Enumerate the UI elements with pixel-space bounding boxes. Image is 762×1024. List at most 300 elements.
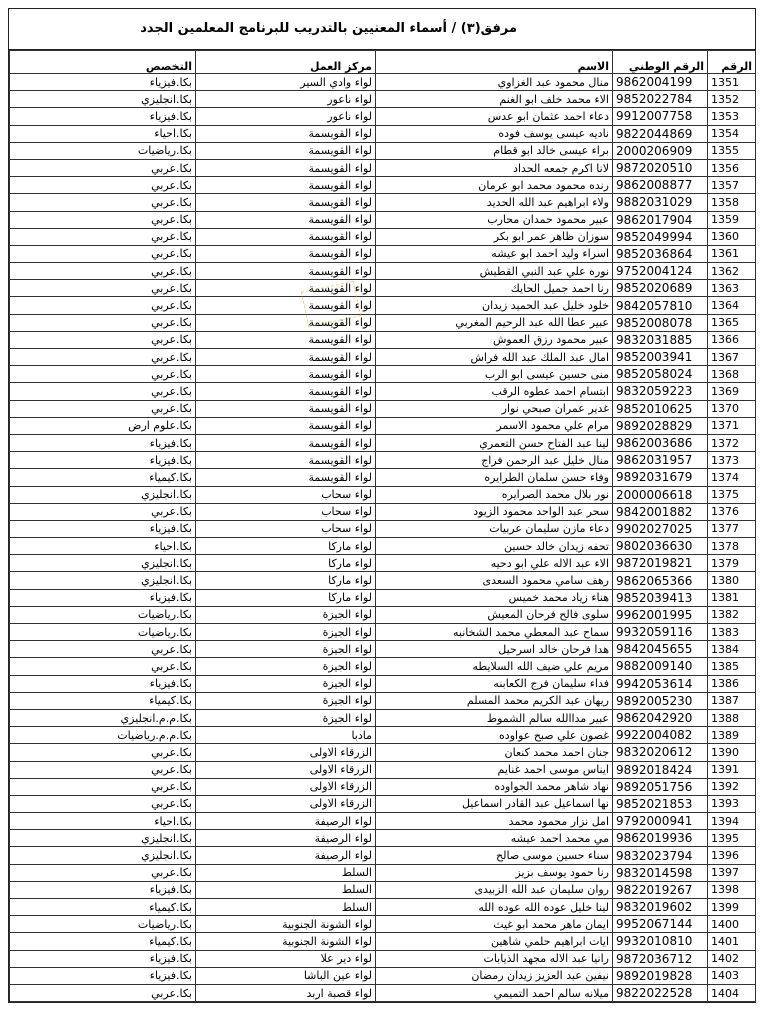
center-cell: لواء سحاب	[196, 520, 376, 537]
center-cell: لواء القويسمة	[196, 331, 376, 348]
specialty-cell: بكا.فيزياء	[10, 675, 196, 692]
name-cell: عبير عطا الله عبد الرحيم المغربي	[376, 314, 613, 331]
table-row	[10, 624, 756, 641]
title-box	[9, 9, 755, 50]
serial-cell: 1389	[708, 727, 756, 744]
national-id-cell: 9832014598	[613, 864, 708, 881]
serial-cell: 1383	[708, 624, 756, 641]
serial-cell: 1361	[708, 245, 756, 262]
specialty-cell: بكا.عربي	[10, 314, 196, 331]
center-cell: لواء القويسمة	[196, 177, 376, 194]
name-cell: منال محمود عبد الغزاوي	[376, 74, 613, 91]
table-row	[10, 967, 756, 984]
name-cell: رنا حمود يوسف بزيز	[376, 864, 613, 881]
name-cell: ناديه عيسى يوسف فوده	[376, 125, 613, 142]
header-specialty: التخصص	[10, 51, 196, 74]
specialty-cell: بكا.عربي	[10, 194, 196, 211]
specialty-cell: بكا.احياء	[10, 813, 196, 830]
table-row	[10, 91, 756, 108]
center-cell: لواء الجيزة	[196, 624, 376, 641]
name-cell: الاء محمد خلف ابو الغنم	[376, 91, 613, 108]
center-cell: لواء ماركا	[196, 538, 376, 555]
name-cell: لانا اكرم جمعه الحداد	[376, 159, 613, 176]
table-row	[10, 108, 756, 125]
center-cell: لواء القويسمة	[196, 228, 376, 245]
page-title: مرفق(٣) / أسماء المعنيين بالتدريب للبرنامج المعلمين الجدد	[140, 21, 517, 36]
center-cell: لواء سحاب	[196, 503, 376, 520]
serial-cell: 1353	[708, 108, 756, 125]
specialty-cell: بكا.عربي	[10, 744, 196, 761]
header-national-id: الرقم الوطني	[613, 51, 708, 74]
table-row	[10, 331, 756, 348]
center-cell: لواء ناعور	[196, 108, 376, 125]
serial-cell: 1400	[708, 916, 756, 933]
national-id-cell: 9852003941	[613, 349, 708, 366]
table-row	[10, 847, 756, 864]
national-id-cell: 9932059116	[613, 624, 708, 641]
center-cell: لواء قصبة اربد	[196, 984, 376, 1001]
specialty-cell: بكا.انجليزي	[10, 91, 196, 108]
center-cell: لواء الرصيفة	[196, 830, 376, 847]
specialty-cell: بكا.عربي	[10, 280, 196, 297]
serial-cell: 1397	[708, 864, 756, 881]
name-cell: مرام علي محمود الاسمر	[376, 417, 613, 434]
name-cell: سلوى فالح فرحان المعيش	[376, 606, 613, 623]
specialty-cell: بكا.كيمياء	[10, 692, 196, 709]
serial-cell: 1404	[708, 984, 756, 1001]
national-id-cell: 9832031885	[613, 331, 708, 348]
national-id-cell: 9882031029	[613, 194, 708, 211]
name-cell: دعاء احمد عثمان ابو عدس	[376, 108, 613, 125]
table-row	[10, 778, 756, 795]
center-cell: لواء القويسمة	[196, 280, 376, 297]
center-cell: لواء القويسمة	[196, 469, 376, 486]
specialty-cell: بكا.كيمياء	[10, 469, 196, 486]
name-cell: مي محمد احمد عيشه	[376, 830, 613, 847]
table-row	[10, 984, 756, 1001]
name-cell: فداء سليمان فرج الكعابنه	[376, 675, 613, 692]
serial-cell: 1352	[708, 91, 756, 108]
serial-cell: 1357	[708, 177, 756, 194]
specialty-cell: بكا.م.م.انجليزي	[10, 709, 196, 726]
specialty-cell: بكا.عربي	[10, 177, 196, 194]
center-cell: لواء القويسمة	[196, 314, 376, 331]
serial-cell: 1398	[708, 881, 756, 898]
serial-cell: 1372	[708, 434, 756, 451]
national-id-cell: 9862008877	[613, 177, 708, 194]
national-id-cell: 9872036712	[613, 950, 708, 967]
serial-cell: 1392	[708, 778, 756, 795]
specialty-cell: بكا.عربي	[10, 159, 196, 176]
center-cell: السلط	[196, 881, 376, 898]
national-id-cell: 9952067144	[613, 916, 708, 933]
center-cell: لواء القويسمة	[196, 366, 376, 383]
name-cell: مريم علي ضيف الله السلايطه	[376, 658, 613, 675]
national-id-cell: 9892005230	[613, 692, 708, 709]
center-cell: لواء القويسمة	[196, 297, 376, 314]
serial-cell: 1373	[708, 452, 756, 469]
table-row	[10, 830, 756, 847]
specialty-cell: بكا.عربي	[10, 761, 196, 778]
national-id-cell: 9822022528	[613, 984, 708, 1001]
national-id-cell: 9852008078	[613, 314, 708, 331]
table-row	[10, 641, 756, 658]
table-row	[10, 74, 756, 91]
national-id-cell: 9852021853	[613, 795, 708, 812]
name-cell: سماح عبد المعطي محمد الشخانبه	[376, 624, 613, 641]
table-row	[10, 366, 756, 383]
serial-cell: 1369	[708, 383, 756, 400]
national-id-cell: 9822019267	[613, 881, 708, 898]
national-id-cell: 9862065366	[613, 572, 708, 589]
serial-cell: 1391	[708, 761, 756, 778]
serial-cell: 1371	[708, 417, 756, 434]
table-row	[10, 228, 756, 245]
national-id-cell: 9852010625	[613, 400, 708, 417]
serial-cell: 1354	[708, 125, 756, 142]
center-cell: لواء الجيزة	[196, 692, 376, 709]
specialty-cell: بكا.عربي	[10, 864, 196, 881]
center-cell: لواء الجيزة	[196, 675, 376, 692]
serial-cell: 1384	[708, 641, 756, 658]
specialty-cell: بكا.عربي	[10, 503, 196, 520]
national-id-cell: 9892019828	[613, 967, 708, 984]
serial-cell: 1364	[708, 297, 756, 314]
table-row	[10, 349, 756, 366]
center-cell: لواء الجيزة	[196, 606, 376, 623]
specialty-cell: بكا.عربي	[10, 658, 196, 675]
table-row	[10, 211, 756, 228]
national-id-cell: 9862019936	[613, 830, 708, 847]
table-row	[10, 297, 756, 314]
name-cell: غدير عمران صبحي نوار	[376, 400, 613, 417]
national-id-cell: 9892031679	[613, 469, 708, 486]
serial-cell: 1379	[708, 555, 756, 572]
national-id-cell: 9842001882	[613, 503, 708, 520]
center-cell: لواء الجيزة	[196, 641, 376, 658]
center-cell: لواء ناعور	[196, 91, 376, 108]
center-cell: لواء الرصيفة	[196, 847, 376, 864]
table-row	[10, 572, 756, 589]
serial-cell: 1363	[708, 280, 756, 297]
name-cell: ايات ابراهيم حلمي شاهين	[376, 933, 613, 950]
table-row	[10, 520, 756, 537]
name-cell: منال خليل عبد الرحمن فراج	[376, 452, 613, 469]
name-cell: الاء عبد الاله علي ابو دحيه	[376, 555, 613, 572]
national-id-cell: 2000006618	[613, 486, 708, 503]
table-row	[10, 263, 756, 280]
national-id-cell: 9862031957	[613, 452, 708, 469]
specialty-cell: بكا.عربي	[10, 383, 196, 400]
serial-cell: 1388	[708, 709, 756, 726]
table-row	[10, 400, 756, 417]
header-name: الاسم	[376, 51, 613, 74]
center-cell: لواء الجيزة	[196, 658, 376, 675]
center-cell: لواء ماركا	[196, 555, 376, 572]
center-cell: لواء الجيزة	[196, 709, 376, 726]
name-cell: نوره علي عبد النبي القطيش	[376, 263, 613, 280]
specialty-cell: بكا.عربي	[10, 366, 196, 383]
serial-cell: 1402	[708, 950, 756, 967]
center-cell: السلط	[196, 864, 376, 881]
table-row	[10, 555, 756, 572]
serial-cell: 1377	[708, 520, 756, 537]
table-row	[10, 434, 756, 451]
serial-cell: 1387	[708, 692, 756, 709]
center-cell: لواء القويسمة	[196, 142, 376, 159]
center-cell: لواء عين الباشا	[196, 967, 376, 984]
table-row	[10, 727, 756, 744]
table-row	[10, 469, 756, 486]
name-cell: رانيا عبد الاله مجهد الذيابات	[376, 950, 613, 967]
center-cell: الزرقاء الاولى	[196, 744, 376, 761]
center-cell: لواء ماركا	[196, 589, 376, 606]
national-id-cell: 9832019602	[613, 899, 708, 916]
table-row	[10, 916, 756, 933]
center-cell: لواء القويسمة	[196, 349, 376, 366]
specialty-cell: بكا.فيزياء	[10, 452, 196, 469]
table-row	[10, 314, 756, 331]
name-cell: وفاء حسن سلمان الطرايره	[376, 469, 613, 486]
table-row	[10, 606, 756, 623]
national-id-cell: 9852039413	[613, 589, 708, 606]
table-row	[10, 658, 756, 675]
national-id-cell: 2000206909	[613, 142, 708, 159]
table-row	[10, 452, 756, 469]
table-row	[10, 159, 756, 176]
name-cell: عبير محمود حمدان محارب	[376, 211, 613, 228]
table-row	[10, 125, 756, 142]
name-cell: ايمان ماهر محمد ابو غيث	[376, 916, 613, 933]
name-cell: رنده محمود محمد ابو عرمان	[376, 177, 613, 194]
serial-cell: 1359	[708, 211, 756, 228]
national-id-cell: 9872019821	[613, 555, 708, 572]
specialty-cell: بكا.فيزياء	[10, 434, 196, 451]
national-id-cell: 9962001995	[613, 606, 708, 623]
national-id-cell: 9842045655	[613, 641, 708, 658]
specialty-cell: بكا.فيزياء	[10, 520, 196, 537]
name-cell: امال عبد الملك عبد الله فراش	[376, 349, 613, 366]
specialty-cell: بكا.فيزياء	[10, 967, 196, 984]
specialty-cell: بكا.احياء	[10, 538, 196, 555]
name-cell: سحر عبد الواحد محمود الزيود	[376, 503, 613, 520]
specialty-cell: بكا.رياضيات	[10, 916, 196, 933]
name-cell: ميلانه سالم احمد التميمي	[376, 984, 613, 1001]
serial-cell: 1368	[708, 366, 756, 383]
national-id-cell: 9922004082	[613, 727, 708, 744]
center-cell: لواء القويسمة	[196, 263, 376, 280]
header-serial: الرقم	[708, 51, 756, 74]
serial-cell: 1376	[708, 503, 756, 520]
serial-cell: 1356	[708, 159, 756, 176]
table-row	[10, 933, 756, 950]
header-center: مركز العمل	[196, 51, 376, 74]
specialty-cell: بكا.رياضيات	[10, 606, 196, 623]
table-row	[10, 761, 756, 778]
table-row	[10, 538, 756, 555]
specialty-cell: بكا.عربي	[10, 297, 196, 314]
table-row	[10, 589, 756, 606]
national-id-cell: 9862017904	[613, 211, 708, 228]
center-cell: لواء ماركا	[196, 572, 376, 589]
national-id-cell: 9902027025	[613, 520, 708, 537]
specialty-cell: بكا.انجليزي	[10, 572, 196, 589]
specialty-cell: بكا.عربي	[10, 641, 196, 658]
name-cell: رنا احمد جميل الحايك	[376, 280, 613, 297]
table-row	[10, 245, 756, 262]
center-cell: لواء القويسمة	[196, 159, 376, 176]
name-cell: براء عيسى خالد ابو قطام	[376, 142, 613, 159]
specialty-cell: بكا.عربي	[10, 228, 196, 245]
national-id-cell: 9852036864	[613, 245, 708, 262]
name-cell: امل نزار محمود محمد	[376, 813, 613, 830]
center-cell: لواء الرصيفة	[196, 813, 376, 830]
name-cell: نور بلال محمد الصرايره	[376, 486, 613, 503]
serial-cell: 1355	[708, 142, 756, 159]
center-cell: لواء القويسمة	[196, 400, 376, 417]
center-cell: السلط	[196, 899, 376, 916]
specialty-cell: بكا.فيزياء	[10, 950, 196, 967]
center-cell: لواء الشونة الجنوبية	[196, 933, 376, 950]
name-cell: ولاء ابراهيم عبد الله الحديد	[376, 194, 613, 211]
center-cell: لواء القويسمة	[196, 383, 376, 400]
serial-cell: 1382	[708, 606, 756, 623]
specialty-cell: بكا.عربي	[10, 349, 196, 366]
teachers-table	[9, 50, 756, 1002]
center-cell: لواء القويسمة	[196, 417, 376, 434]
national-id-cell: 9752004124	[613, 263, 708, 280]
center-cell: لواء القويسمة	[196, 434, 376, 451]
serial-cell: 1374	[708, 469, 756, 486]
specialty-cell: بكا.عربي	[10, 400, 196, 417]
specialty-cell: بكا.عربي	[10, 331, 196, 348]
specialty-cell: بكا.فيزياء	[10, 74, 196, 91]
specialty-cell: بكا.علوم ارض	[10, 417, 196, 434]
table-row	[10, 142, 756, 159]
specialty-cell: بكا.عربي	[10, 778, 196, 795]
serial-cell: 1381	[708, 589, 756, 606]
serial-cell: 1403	[708, 967, 756, 984]
serial-cell: 1360	[708, 228, 756, 245]
name-cell: جنان احمد محمد كنعان	[376, 744, 613, 761]
table-row	[10, 383, 756, 400]
name-cell: نيفين عبد العزيز زيدان رمضان	[376, 967, 613, 984]
serial-cell: 1396	[708, 847, 756, 864]
name-cell: اسراء وليد احمد ابو عيشه	[376, 245, 613, 262]
specialty-cell: بكا.فيزياء	[10, 108, 196, 125]
table-row	[10, 194, 756, 211]
specialty-cell: بكا.عربي	[10, 263, 196, 280]
specialty-cell: بكا.احياء	[10, 125, 196, 142]
national-id-cell: 9852022784	[613, 91, 708, 108]
specialty-cell: بكا.انجليزي	[10, 847, 196, 864]
specialty-cell: بكا.عربي	[10, 984, 196, 1001]
name-cell: رهف سامي محمود السعدى	[376, 572, 613, 589]
national-id-cell: 9862042920	[613, 709, 708, 726]
specialty-cell: بكا.كيمياء	[10, 933, 196, 950]
national-id-cell: 9872020510	[613, 159, 708, 176]
specialty-cell: بكا.انجليزي	[10, 555, 196, 572]
name-cell: هناء زياد محمد خميس	[376, 589, 613, 606]
national-id-cell: 9792000941	[613, 813, 708, 830]
header-row	[10, 51, 756, 74]
table-row	[10, 692, 756, 709]
specialty-cell: بكا.انجليزي	[10, 486, 196, 503]
serial-cell: 1378	[708, 538, 756, 555]
table-row	[10, 280, 756, 297]
table-row	[10, 795, 756, 812]
national-id-cell: 9942053614	[613, 675, 708, 692]
serial-cell: 1362	[708, 263, 756, 280]
table-row	[10, 899, 756, 916]
national-id-cell: 9832023794	[613, 847, 708, 864]
name-cell: سناء حسين موسى صالح	[376, 847, 613, 864]
specialty-cell: بكا.انجليزي	[10, 830, 196, 847]
national-id-cell: 9892018424	[613, 761, 708, 778]
name-cell: لينا عبد الفتاح حسن التعمري	[376, 434, 613, 451]
table-row	[10, 881, 756, 898]
serial-cell: 1380	[708, 572, 756, 589]
name-cell: نهاد شاهر محمد الجواوده	[376, 778, 613, 795]
name-cell: دعاء مازن سليمان عربيات	[376, 520, 613, 537]
center-cell: لواء القويسمة	[196, 452, 376, 469]
name-cell: ريهان عبد الكريم محمد المسلم	[376, 692, 613, 709]
serial-cell: 1386	[708, 675, 756, 692]
center-cell: لواء سحاب	[196, 486, 376, 503]
table-row	[10, 950, 756, 967]
table-row	[10, 503, 756, 520]
name-cell: عبير مداالله سالم الشموط	[376, 709, 613, 726]
serial-cell: 1375	[708, 486, 756, 503]
specialty-cell: بكا.فيزياء	[10, 589, 196, 606]
name-cell: منى حسين عيسى ابو الرب	[376, 366, 613, 383]
serial-cell: 1358	[708, 194, 756, 211]
national-id-cell: 9862004199	[613, 74, 708, 91]
name-cell: نها اسماعيل عبد القادر اسماعيل	[376, 795, 613, 812]
center-cell: لواء دير علا	[196, 950, 376, 967]
national-id-cell: 9892051756	[613, 778, 708, 795]
national-id-cell: 9832059223	[613, 383, 708, 400]
serial-cell: 1393	[708, 795, 756, 812]
name-cell: سوزان ظاهر عمر ابو بكر	[376, 228, 613, 245]
national-id-cell: 9832020612	[613, 744, 708, 761]
name-cell: روان سليمان عبد الله الزبيدى	[376, 881, 613, 898]
national-id-cell: 9802036630	[613, 538, 708, 555]
national-id-cell: 9852020689	[613, 280, 708, 297]
serial-cell: 1394	[708, 813, 756, 830]
serial-cell: 1370	[708, 400, 756, 417]
serial-cell: 1395	[708, 830, 756, 847]
national-id-cell: 9862003686	[613, 434, 708, 451]
national-id-cell: 9892028829	[613, 417, 708, 434]
national-id-cell: 9842057810	[613, 297, 708, 314]
specialty-cell: بكا.رياضيات	[10, 142, 196, 159]
serial-cell: 1366	[708, 331, 756, 348]
name-cell: خلود خليل عبد الحميد زيدان	[376, 297, 613, 314]
specialty-cell: بكا.رياضيات	[10, 624, 196, 641]
specialty-cell: بكا.عربي	[10, 211, 196, 228]
serial-cell: 1385	[708, 658, 756, 675]
center-cell: لواء القويسمة	[196, 245, 376, 262]
table-row	[10, 813, 756, 830]
name-cell: تحفه زيدان خالد حسين	[376, 538, 613, 555]
name-cell: ايناس موسى احمد غنايم	[376, 761, 613, 778]
table-row	[10, 486, 756, 503]
name-cell: غصون علي صبح عواوده	[376, 727, 613, 744]
table-row	[10, 709, 756, 726]
serial-cell: 1367	[708, 349, 756, 366]
name-cell: ابتسام احمد عطوه الرقب	[376, 383, 613, 400]
